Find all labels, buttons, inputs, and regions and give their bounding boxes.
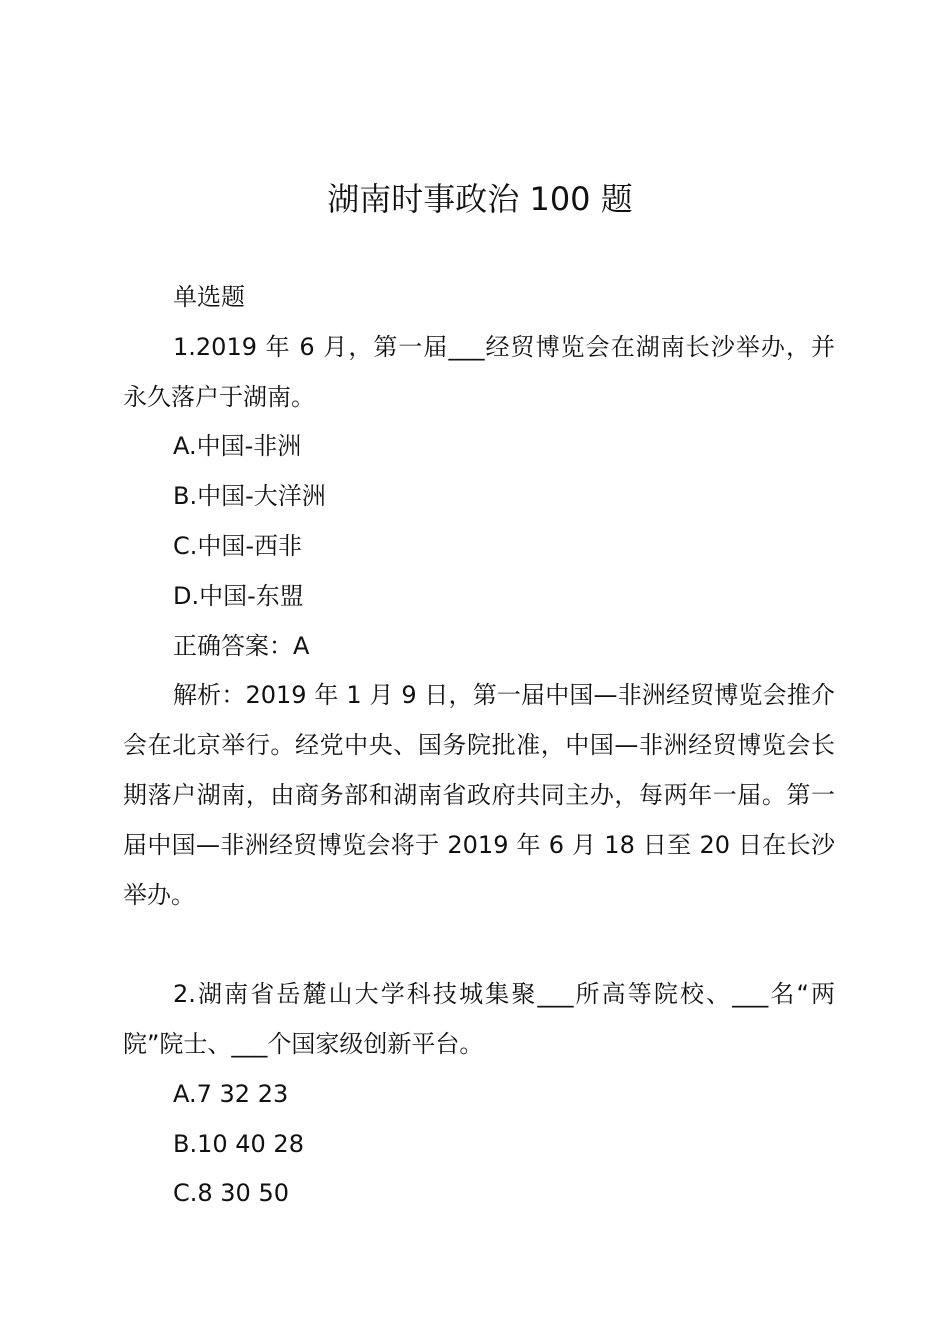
question-1-option-d: D.中国-东盟	[173, 581, 304, 610]
document-title: 湖南时事政治 100 题	[327, 180, 633, 218]
question-2-option-b: B.10 40 28	[173, 1129, 304, 1158]
question-1-stem: 1.2019 年 6 月，第一届___经贸博览会在湖南长沙举办，并永久落户于湖南。	[123, 332, 835, 411]
question-2-option-a: A.7 32 23	[173, 1079, 289, 1108]
paragraph-spacer	[123, 920, 835, 970]
question-2-stem: 2.湖南省岳麓山大学科技城集聚___所高等院校、___名“两院”院士、___个国家级创新平台。	[123, 980, 835, 1058]
question-1-analysis: 解析：2019 年 1 月 9 日，第一届中国—非洲经贸博览会推介会在北京举行。经党中央、国务院批准，中国—非洲经贸博览会长期落户湖南，由商务部和湖南省政府共同主办，每两年一届。第一届中国—非洲经贸博览会将于 2019 年 6 月 18 日至 20 日在长沙举办。	[123, 681, 835, 909]
question-1-option-c: C.中国-西非	[173, 531, 303, 560]
question-2-option-c: C.8 30 50	[173, 1179, 289, 1208]
question-1-option-a: A.中国-非洲	[173, 432, 302, 461]
question-1-option-b: B.中国-大洋洲	[173, 482, 326, 511]
section-heading: 单选题	[173, 283, 245, 311]
question-1-answer: 正确答案：A	[173, 631, 310, 660]
document-body	[123, 273, 835, 1219]
